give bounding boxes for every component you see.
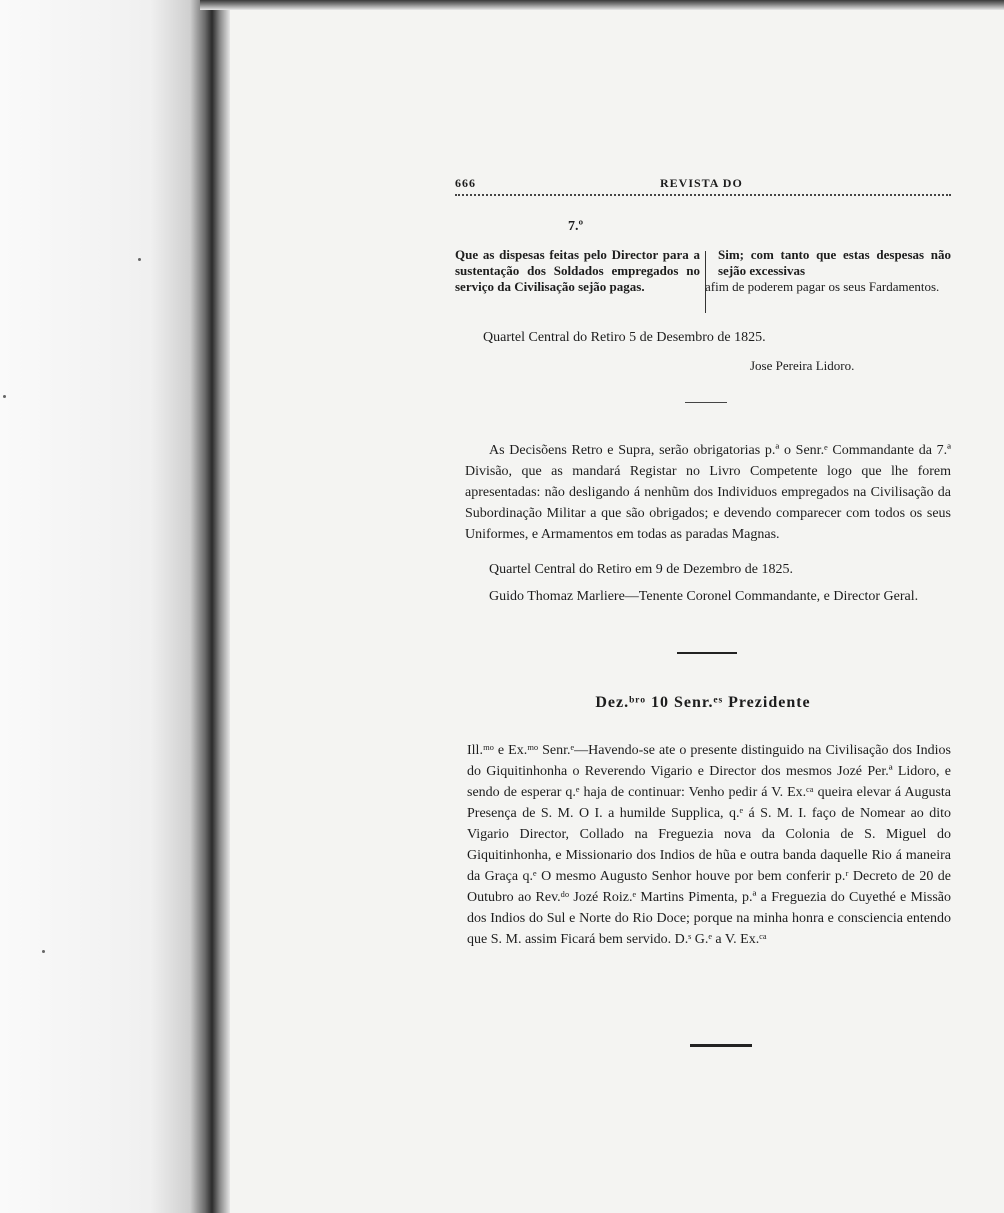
- scan-speck: [42, 950, 45, 953]
- scan-speck: [3, 395, 6, 398]
- dateline-2: Quartel Central do Retiro em 9 de Dezembro de 1825.: [489, 562, 794, 577]
- header-rule: [455, 194, 951, 196]
- scan-speck: [138, 258, 141, 261]
- page-number: 666: [455, 176, 476, 190]
- book-page: [455, 172, 951, 947]
- reply-text: [705, 247, 951, 295]
- separator-rule: [685, 402, 727, 403]
- signature-1: Jose Pereira Lidoro.: [750, 358, 855, 373]
- request-text: Que as dispesas feitas pelo Director para a sustentação dos Soldados empregados no serviço da Civilisação sejão pagas.: [455, 247, 700, 294]
- signature-2: Guido Thomaz Marliere—Tenente Coronel Commandante, e Director Geral.: [489, 589, 919, 604]
- dateline-1: Quartel Central do Retiro 5 de Desembro de 1825.: [483, 330, 766, 345]
- letter-heading: Dez.ᵇʳᵒ 10 Senr.ᵉˢ Prezidente: [595, 694, 811, 711]
- section-number: 7.º: [568, 219, 584, 234]
- letter-body: Ill.ᵐᵒ e Ex.ᵐᵒ Senr.ᵉ—Havendo-se ate o presente distinguido na Civilisação dos Indios do Giquitinhonha o Reverendo Vigario e Director dos mesmos Jozé Per.ª Lidoro, e sendo de esperar q.ᵉ haja de continuar: Venho pedir á V. Ex.ᶜᵃ queira elevar á Augusta Presença de S. M. O I. a humilde Supplica, q.ᵉ á S. M. I. faço de Nomear ao dito Vigario Director, Collado na Freguezia nova da Colonia de S. Miguel do Giquitinhonha, e Missionario dos Indios de hũa e outra banda daquelle Rio á maneira da Graça q.ᵉ O mesmo Augusto Senhor houve por bem conferir p.ʳ Decreto de 20 de Outubro ao Rev.ᵈᵒ Jozé Roiz.ᵉ Martins Pimenta, p.ª a Freguezia do Cuyethé e Missão dos Indios do Sul e Norte do Rio Doce; porque na minha honra e consciencia entendo que S. M. assim Ficará bem servido. D.ˢ G.ᵉ a V. Ex.ᶜᵃ: [467, 743, 951, 947]
- decision-paragraph: As Decisõens Retro e Supra, serão obrigatorias p.ª o Senr.ᵉ Commandante da 7.ª Divisão, que as mandará Registar no Livro Competente logo que lhe forem apresentadas: não desligando á nenhũm dos Individuos empregados na Civilisação da Subordinação Militar a que são obrigados; e devendo comparecer com todos os seus Uniformes, e Armamentos em todas as paradas Magnas.: [465, 443, 951, 542]
- page-top-edge: [200, 0, 1004, 10]
- reply-line-2: afim de poderem pagar os seus Fardamentos.: [705, 279, 940, 294]
- separator-rule: [677, 652, 737, 654]
- running-title: REVISTA DO: [660, 176, 743, 190]
- running-head: [455, 172, 951, 192]
- end-rule: [690, 1044, 752, 1047]
- book-gutter: [0, 0, 230, 1213]
- reply-line-1: Sim; com tanto que estas despesas não sejão excessivas: [718, 247, 951, 278]
